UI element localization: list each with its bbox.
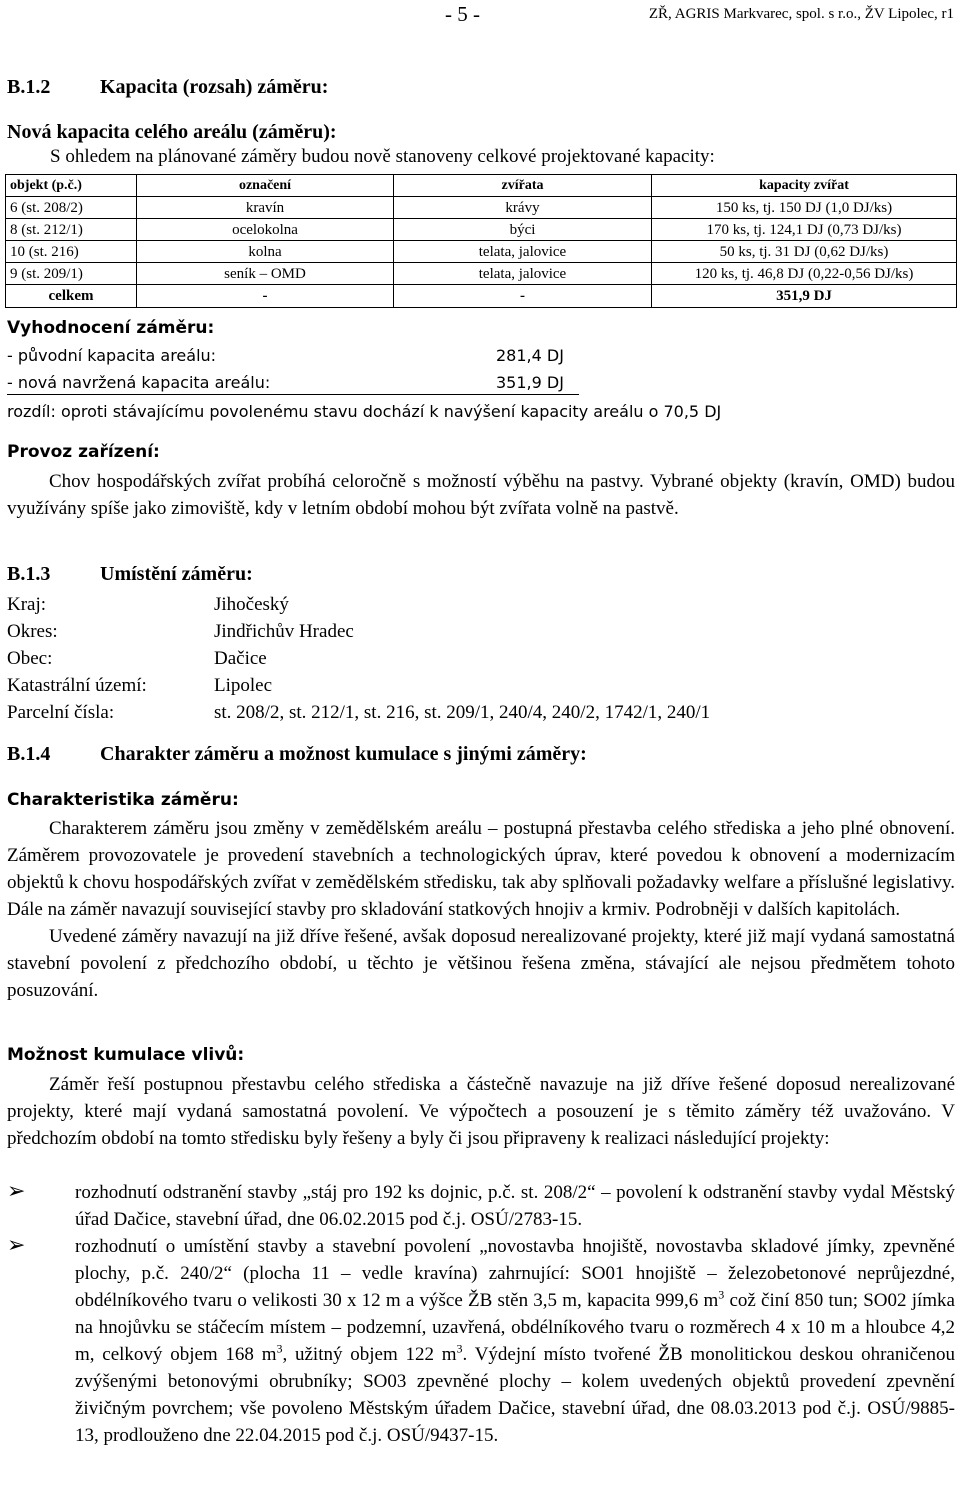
table-cell: seník – OMD	[137, 263, 394, 285]
table-cell: 150 ks, tj. 150 DJ (1,0 DJ/ks)	[652, 197, 957, 219]
capacity-subtitle: Nová kapacita celého areálu (záměru):	[7, 121, 337, 143]
section-title-b12: Kapacita (rozsah) záměru:	[100, 76, 329, 98]
table-cell: 120 ks, tj. 46,8 DJ (0,22-0,56 DJ/ks)	[652, 263, 957, 285]
location-label-cadastre: Katastrální území:	[7, 675, 147, 696]
location-label-municipality: Obec:	[7, 648, 53, 669]
list-item-text: rozhodnutí odstranění stavby „stáj pro 192 ks dojnic, p.č. st. 208/2“ – povolení k odstranění stavby vydal Městský úřad Dačice, stavební úřad, dne 06.02.2015 pod č.j. OSÚ/2783-15.	[75, 1182, 955, 1230]
operation-text: Chov hospodářských zvířat probíhá celoročně s možností výběhu na pastvy. Vybrané objekty (kravín, OMD) budou využívány spíše jako zimoviště, kdy v letním období mohou být zvířata volně na pastvě.	[7, 471, 955, 519]
list-item	[7, 1233, 955, 1449]
table-cell: -	[137, 285, 394, 308]
list-item-text-part: což činí 850 tun; SO02 jímka na hnojůvku se stáčecím místem – podzemní, uzavřená, obdélníkového tvaru o rozměrech 4 x 10 m a hloubce 4,2 m, celkový objem 168 m	[75, 1290, 955, 1365]
list-item-text	[75, 1233, 955, 1449]
page-number: - 5 -	[445, 2, 480, 26]
original-capacity-label: - původní kapacita areálu:	[7, 346, 217, 365]
table-header-cell: zvířata	[394, 175, 652, 197]
capacity-difference: rozdíl: oproti stávajícímu povolenému stavu dochází k navýšení kapacity areálu o 70,5 DJ	[7, 402, 722, 421]
table-cell: telata, jalovice	[394, 241, 652, 263]
table-header-cell: kapacity zvířat	[652, 175, 957, 197]
cumulation-text	[7, 1071, 955, 1152]
table-cell: býci	[394, 219, 652, 241]
table-cell: krávy	[394, 197, 652, 219]
operation-title: Provoz zařízení:	[7, 442, 160, 462]
location-value-municipality: Dačice	[214, 648, 267, 669]
new-capacity-line	[7, 373, 579, 395]
location-value-cadastre: Lipolec	[214, 675, 273, 696]
superscript: 3	[718, 1287, 725, 1302]
superscript: 3	[456, 1341, 463, 1356]
section-number-b13: B.1.3	[7, 563, 51, 585]
section-number-b12: B.1.2	[7, 76, 51, 98]
list-item-text-part: rozhodnutí o umístění stavby a stavební povolení „novostavba hnojiště, novostavba skladové jímky, zpevněné plochy, p.č. 240/2“ (plocha 11 – vedle kravína) zahrnující: SO01 hnojiště – železobetonové neprůjezdné, obdélníkového tvaru o velikosti 30 x 12 m a výšce ŽB stěn 3,5 m, kapacita 999,6 m	[75, 1236, 955, 1311]
location-value-parcels: st. 208/2, st. 212/1, st. 216, st. 209/1, 240/4, 240/2, 1742/1, 240/1	[214, 702, 711, 723]
table-row	[6, 263, 957, 285]
running-header: ZŘ, AGRIS Markvarec, spol. s r.o., ŽV Lipolec, r1	[648, 6, 954, 22]
section-number-b14: B.1.4	[7, 743, 51, 765]
new-capacity-label: - nová navržená kapacita areálu:	[7, 373, 271, 392]
table-cell: 6 (st. 208/2)	[6, 197, 137, 219]
cumulation-title: Možnost kumulace vlivů:	[7, 1045, 245, 1065]
table-cell: kolna	[137, 241, 394, 263]
table-cell: -	[394, 285, 652, 308]
table-cell: 9 (st. 209/1)	[6, 263, 137, 285]
table-header-cell: objekt (p.č.)	[6, 175, 137, 197]
location-label-region: Kraj:	[7, 594, 47, 615]
characteristics-paragraph: Charakterem záměru jsou změny v zemědělském areálu – postupná přestavba celého střediska a jeho plné obnovení. Záměrem provozovatele je provedení stavebních a technologických úprav, které povedou k obnovení a modernizacím objektů k chovu hospodářských zvířat v zemědělském středisku, tak aby splňovali požadavky welfare a příslušné legislativy. Dále na záměr navazují související stavby pro skladování statkových hnojiv a krmiv. Podrobněji v dalších kapitolách.	[7, 818, 955, 920]
table-cell: 10 (st. 216)	[6, 241, 137, 263]
characteristics-text	[7, 815, 955, 1004]
list-item-text-part: . Výdejní místo tvořené ŽB monolitickou deskou ohraničenou zvýšenými betonovými obrubníky; SO03 zpevněné plochy – kolem uvedených objektů provedení zpevnění živičným povrchem; vše povoleno Městským úřadem Dačice, stavební úřad, dne 08.03.2013 pod č.j. OSÚ/9885-13, prodlouženo dne 22.04.2015 pod č.j. OSÚ/9437-15.	[75, 1344, 955, 1446]
table-cell: celkem	[6, 285, 137, 308]
original-capacity-value: 281,4 DJ	[496, 346, 564, 365]
list-item-text-part: , užitný objem 122 m	[282, 1344, 457, 1365]
location-value-region: Jihočeský	[214, 594, 289, 615]
table-row	[6, 219, 957, 241]
capacity-table	[5, 174, 957, 308]
table-cell: 351,9 DJ	[652, 285, 957, 308]
location-label-district: Okres:	[7, 621, 58, 642]
table-row	[6, 241, 957, 263]
list-item	[7, 1179, 955, 1233]
table-cell: 8 (st. 212/1)	[6, 219, 137, 241]
table-cell: 170 ks, tj. 124,1 DJ (0,73 DJ/ks)	[652, 219, 957, 241]
section-title-b13: Umístění záměru:	[100, 563, 253, 585]
table-cell: telata, jalovice	[394, 263, 652, 285]
table-total-row	[6, 285, 957, 308]
characteristics-paragraph: Uvedené záměry navazují na již dříve řešené, avšak doposud nerealizované projekty, které již mají vydaná samostatná stavební povolení z předchozího období, u těchto je většinou řešena změna, stávající ale nejsou předmětem tohoto posuzování.	[7, 926, 955, 1001]
table-row	[6, 197, 957, 219]
superscript: 3	[276, 1341, 283, 1356]
table-header-cell: označení	[137, 175, 394, 197]
characteristics-title: Charakteristika záměru:	[7, 790, 239, 810]
new-capacity-value: 351,9 DJ	[496, 373, 564, 392]
location-value-district: Jindřichův Hradec	[214, 621, 354, 642]
section-title-b14: Charakter záměru a možnost kumulace s jinými záměry:	[100, 743, 587, 765]
table-header-row	[6, 175, 957, 197]
table-cell: ocelokolna	[137, 219, 394, 241]
table-cell: kravín	[137, 197, 394, 219]
evaluation-title: Vyhodnocení záměru:	[7, 318, 215, 338]
cumulation-paragraph: Záměr řeší postupnou přestavbu celého střediska a částečně navazuje na již dříve řešené doposud nerealizované projekty, které mají vydaná samostatná povolení. Ve výpočtech a posouzení je s těmito záměry též uvažováno. V předchozím období na tomto středisku byly řešeny a byly či jsou připraveny k realizaci následující projekty:	[7, 1074, 955, 1149]
arrow-bullet-icon: ➢	[7, 1178, 26, 1203]
arrow-bullet-icon: ➢	[7, 1232, 26, 1257]
table-cell: 50 ks, tj. 31 DJ (0,62 DJ/ks)	[652, 241, 957, 263]
capacity-intro: S ohledem na plánované záměry budou nově stanoveny celkové projektované kapacity:	[50, 146, 715, 167]
location-label-parcels: Parcelní čísla:	[7, 702, 115, 723]
